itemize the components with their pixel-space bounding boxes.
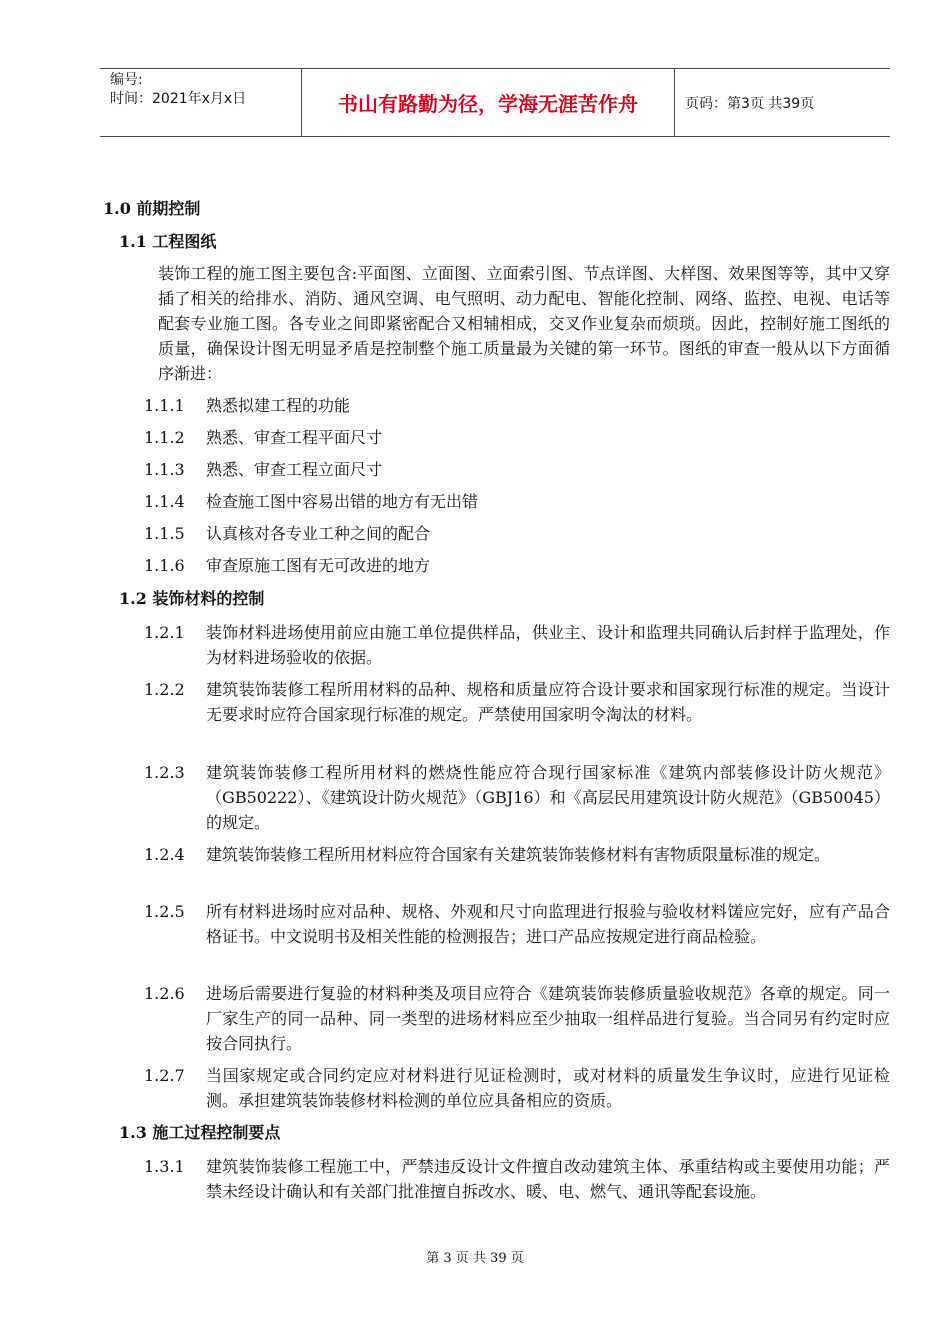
header-page-info: 页码：第3页 共39页 (685, 95, 815, 112)
list-item (144, 425, 890, 450)
item-text: 所有材料进场时应对品种、规格、外观和尺寸向监理进行报验与验收材料馐应完好，应有产品合格证书。中文说明书及相关性能的检测报告；进口产品应按规定进行商品检验。 (206, 902, 890, 946)
item-text: 熟悉、审查工程立面尺寸 (206, 460, 383, 479)
item-text: 当国家规定或合同约定应对材料进行见证检测时，或对材料的质量发生争议时，应进行见证检测。承担建筑装饰装修材料检测的单位应具备相应的资质。 (206, 1066, 890, 1110)
item-text: 装饰材料进场使用前应由施工单位提供样品，供业主、设计和监理共同确认后封样于监理处，作为材料进场验收的依据。 (206, 623, 890, 667)
item-text: 建筑装饰装修工程施工中，严禁违反设计文件擅自改动建筑主体、承重结构或主要使用功能；严禁未经设计确认和有关部门批准擅自拆改水、暖、电、燃气、通讯等配套设施。 (206, 1157, 890, 1201)
item-text: 熟悉、审查工程平面尺寸 (206, 428, 383, 447)
time-label: 时间：2021年x月x日 (110, 91, 247, 107)
list-item (144, 393, 890, 418)
page-header (100, 68, 890, 137)
item-number: 1.1.2 (144, 428, 185, 447)
item-text: 进场后需要进行复验的材料种类及项目应符合《建筑装饰装修质量验收规范》各章的规定。同一厂家生产的同一品种、同一类型的进场材料应至少抽取一组样品进行复验。当合同另有约定时应按合同执行。 (206, 984, 890, 1053)
item-number: 1.2.1 (144, 623, 185, 642)
heading-1-0: 1.0 前期控制 (103, 199, 201, 218)
item-number: 1.2.3 (144, 763, 185, 782)
page-footer: 第 3 页 共 39 页 (426, 1251, 524, 1266)
list-item (144, 620, 890, 670)
list-item (144, 981, 890, 1056)
list-item (144, 842, 890, 867)
item-number: 1.1.3 (144, 460, 185, 479)
item-text: 认真核对各专业工种之间的配合 (206, 524, 431, 543)
list-item (144, 553, 890, 578)
number-label: 编号: (110, 72, 143, 88)
item-text: 建筑装饰装修工程所用材料的品种、规格和质量应符合设计要求和国家现行标准的规定。当设计无要求时应符合国家现行标准的规定。严禁使用国家明令淘汰的材料。 (206, 680, 890, 724)
item-number: 1.2.6 (144, 984, 185, 1003)
item-text: 建筑装饰装修工程所用材料应符合国家有关建筑装饰装修材料有害物质限量标准的规定。 (206, 845, 831, 864)
list-item (144, 1063, 890, 1113)
list-item (144, 1154, 890, 1204)
item-number: 1.2.5 (144, 902, 185, 921)
item-text: 熟悉拟建工程的功能 (206, 396, 351, 415)
header-meta (100, 69, 302, 136)
heading-1-3: 1.3 施工过程控制要点 (119, 1123, 281, 1142)
list-item (144, 760, 890, 835)
item-number: 1.2.7 (144, 1066, 185, 1085)
item-number: 1.1.6 (144, 556, 185, 575)
list-item (144, 489, 890, 514)
paragraph-1-1: 装饰工程的施工图主要包含:平面图、立面图、立面索引图、节点详图、大样图、效果图等等，其中又穿插了相关的给排水、消防、通风空调、电气照明、动力配电、智能化控制、网络、监控、电视、电话等配套专业施工图。各专业之间即紧密配合又相辅相成，交叉作业复杂而烦琐。因此，控制好施工图纸的质量，确保设计图无明显矛盾是控制整个施工质量最为关键的第一环节。图纸的审查一般从以下方面循序渐进： (158, 264, 890, 383)
item-number: 1.1.4 (144, 492, 185, 511)
list-item (144, 899, 890, 949)
list-item (144, 521, 890, 546)
item-number: 1.1.5 (144, 524, 185, 543)
item-number: 1.3.1 (144, 1157, 185, 1176)
list-item (144, 457, 890, 482)
heading-1-1: 1.1 工程图纸 (119, 232, 217, 251)
item-number: 1.2.4 (144, 845, 185, 864)
item-text: 建筑装饰装修工程所用材料的燃烧性能应符合现行国家标准《建筑内部装修设计防火规范》（GB50222）、《建筑设计防火规范》（GBJ16）和《高层民用建筑设计防火规范》（GB50045）的规定。 (206, 763, 890, 832)
item-text: 审查原施工图有无可改进的地方 (206, 556, 431, 575)
header-motto: 书山有路勤为径，学海无涯苦作舟 (302, 69, 675, 136)
item-number: 1.2.2 (144, 680, 185, 699)
list-item (144, 677, 890, 727)
heading-1-2: 1.2 装饰材料的控制 (119, 589, 265, 608)
item-text: 检查施工图中容易出错的地方有无出错 (206, 492, 479, 511)
item-number: 1.1.1 (144, 396, 185, 415)
